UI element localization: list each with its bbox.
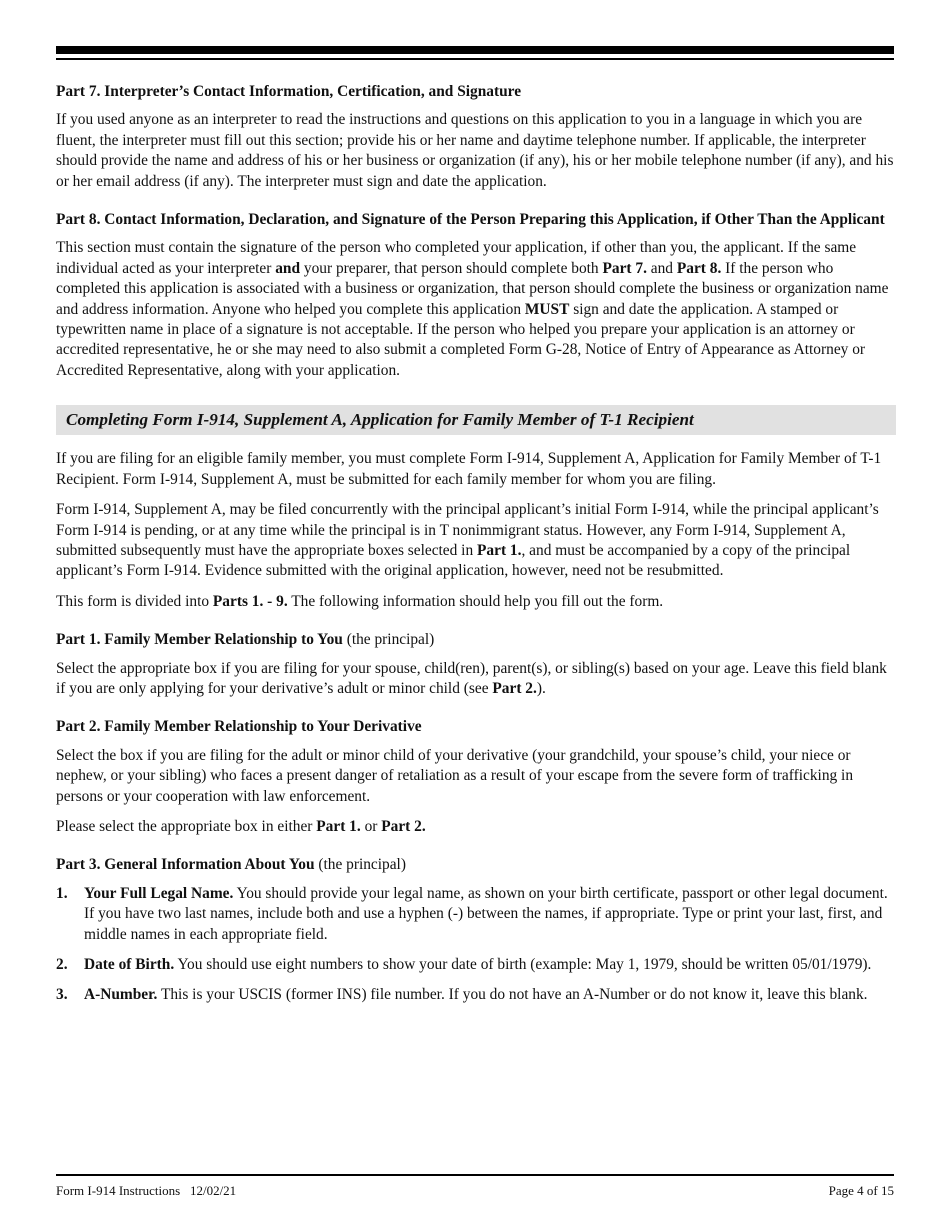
intro-paragraph-1: If you are filing for an eligible family member, you must complete Form I-914, Supplement A, Application for Family Member of T-1 Recipient. Form I-914, Supplement A, must be submitted for each family member for whom you are filing. <box>56 450 882 488</box>
list-item: 3. A-Number. This is your USCIS (former INS) file number. If you do not have an A-Number or do not know it, leave this blank. <box>56 986 868 1004</box>
part2-heading: Part 2. Family Member Relationship to Your Derivative <box>56 718 422 736</box>
part2-select-note: Please select the appropriate box in either Part 1. or Part 2. <box>56 817 426 835</box>
section-title-band <box>56 405 896 435</box>
header-rule-thin <box>56 58 894 60</box>
intro-paragraph-3: This form is divided into Parts 1. - 9. The following information should help you fill out the form. <box>56 592 664 610</box>
footer-rule <box>56 1174 894 1176</box>
part3-heading: Part 3. General Information About You (the principal) <box>56 856 406 874</box>
document-body <box>56 82 896 1016</box>
list-item: 1. Your Full Legal Name. You should provide your legal name, as shown on your birth certificate, passport or other legal document. If you have two last names, include both and use a hyphen (-) between the names, if appropriate. Type or print your last, first, and middle names in each appropriate field. <box>56 884 888 943</box>
list-item: 2. Date of Birth. You should use eight numbers to show your date of birth (example: May 1, 1979, should be written 05/01/1979). <box>56 956 872 973</box>
part1-body: Select the appropriate box if you are filing for your spouse, child(ren), parent(s), or sibling(s) based on your age. Leave this field blank if you are only applying for your derivative’s adult or minor child (see Part 2.). <box>56 659 887 697</box>
part3-list <box>56 884 896 1006</box>
section-title: Completing Form I-914, Supplement A, Application for Family Member of T-1 Recipient <box>66 410 694 430</box>
header-rule-thick <box>56 46 894 54</box>
footer-page-number: Page 4 of 15 <box>828 1183 894 1198</box>
part8-heading: Part 8. Contact Information, Declaration, and Signature of the Person Preparing this Application, if Other Than the Applicant <box>56 211 885 229</box>
part7-heading: Part 7. Interpreter’s Contact Information, Certification, and Signature <box>56 83 522 100</box>
part2-body: Select the box if you are filing for the adult or minor child of your derivative (your grandchild, your spouse’s child, your niece or nephew, or your sibling) who faces a present danger of retaliation as a result of your escape from the severe form of trafficking in persons or your cooperation with law enforcement. <box>56 746 854 805</box>
footer-form-id: Form I-914 Instructions 12/02/21 <box>56 1183 237 1198</box>
intro-paragraph-2: Form I-914, Supplement A, may be filed concurrently with the principal applicant’s initial Form I-914, while the principal applicant’s Form I-914 is pending, or at any time while the principal is in T nonimmigrant status. However, any Form I-914, Supplement A, submitted subsequently must have the appropriate boxes selected in Part 1., and must be accompanied by a copy of the principal applicant’s Form I-914. Evidence submitted with the original application, however, need not be resubmitted. <box>56 501 879 580</box>
part8-body: This section must contain the signature of the person who completed your application, if other than you, the applicant. If the same individual acted as your interpreter and your preparer, that person should complete both Part 7. and Part 8. If the person who completed this application is associated with a business or organization, that person should complete the business or organization name and address information. Anyone who helped you complete this application MUST sign and date the application. A stamped or typewritten name in place of a signature is not acceptable. If the person who helped you prepare your application is an attorney or accredited representative, he or she may need to also submit a completed Form G-28, Notice of Entry of Appearance as Attorney or Accredited Representative, along with your application. <box>56 239 889 379</box>
part7-body: If you used anyone as an interpreter to read the instructions and questions on this application to you in a language in which you are fluent, the interpreter must fill out this section; provide his or her name and daytime telephone number. If applicable, the interpreter should provide the name and address of his or her business or organization (if any), his or her mobile telephone number (if any), and his or her email address (if any). The interpreter must sign and date the application. <box>56 111 894 190</box>
part1-heading: Part 1. Family Member Relationship to You (the principal) <box>56 631 435 649</box>
